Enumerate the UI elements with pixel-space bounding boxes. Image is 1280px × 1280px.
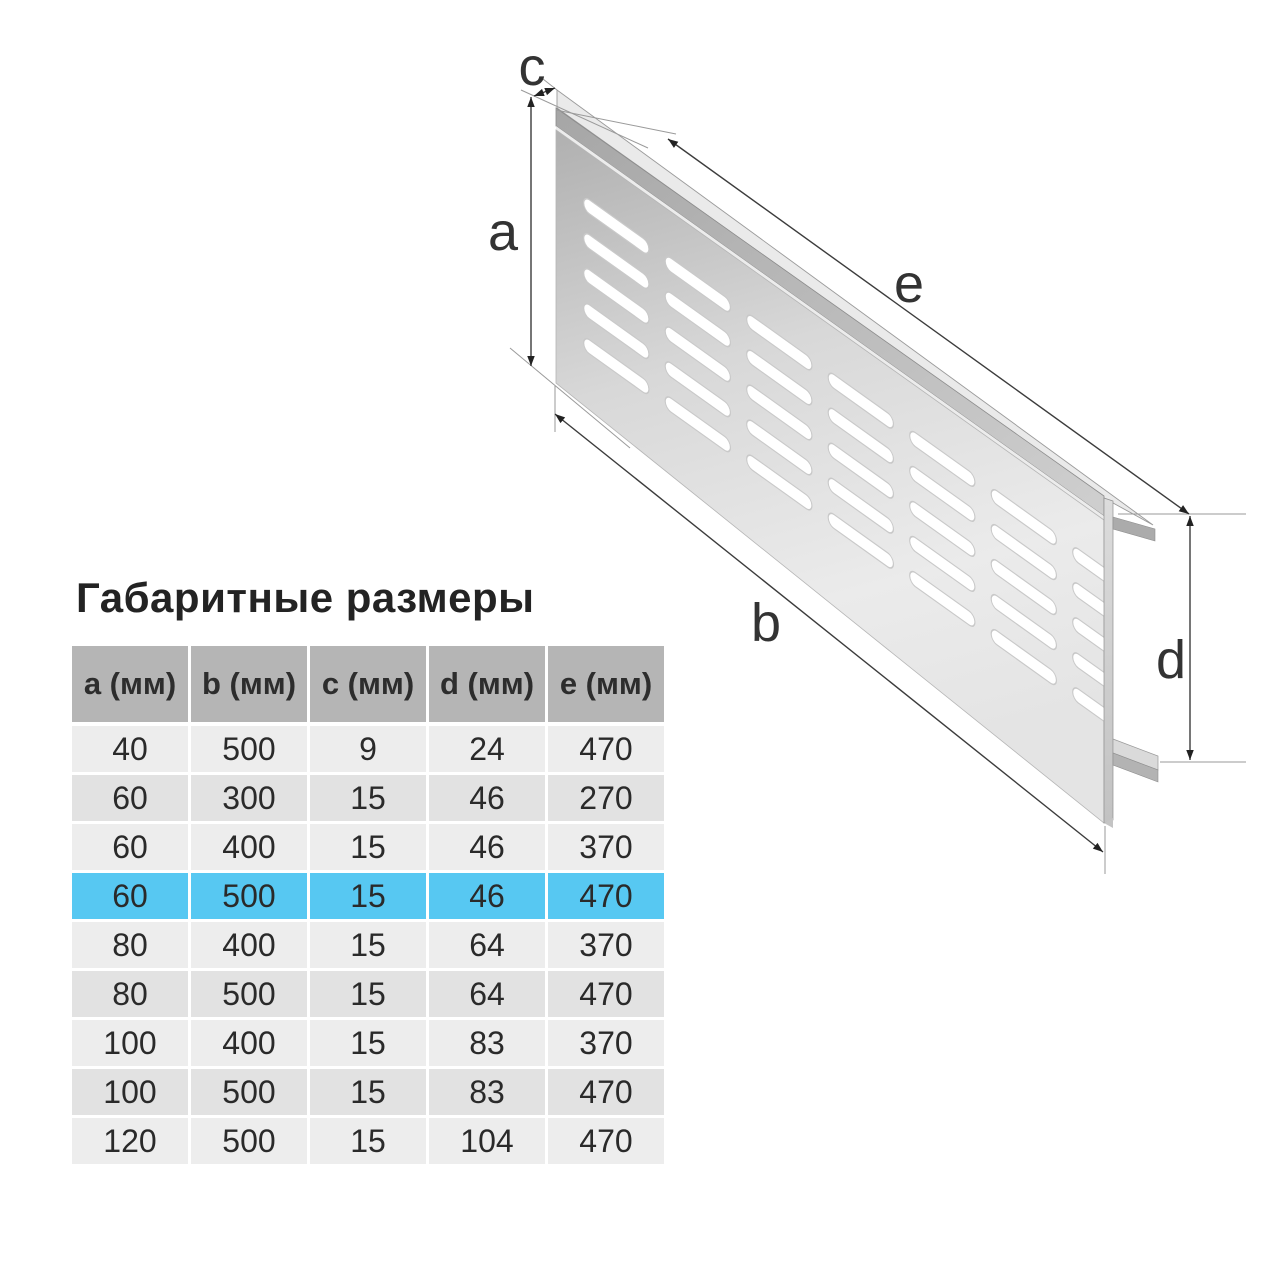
dim-label-a: a <box>487 202 519 262</box>
table-cell: 83 <box>429 1020 545 1066</box>
table-cell: 64 <box>429 971 545 1017</box>
dim-label-d: d <box>1155 630 1187 690</box>
table-cell: 370 <box>548 824 664 870</box>
table-cell: 15 <box>310 971 426 1017</box>
table-cell: 60 <box>72 873 188 919</box>
table-cell: 400 <box>191 1020 307 1066</box>
table-cell: 120 <box>72 1118 188 1164</box>
table-row <box>72 824 664 870</box>
table-row <box>72 922 664 968</box>
table-cell: 64 <box>429 922 545 968</box>
table-cell: b (мм) <box>191 646 307 722</box>
table-cell: 470 <box>548 873 664 919</box>
dim-label-e: e <box>893 254 925 314</box>
table-cell: d (мм) <box>429 646 545 722</box>
table-cell: 15 <box>310 824 426 870</box>
table-cell: 9 <box>310 726 426 772</box>
table-cell: 15 <box>310 1069 426 1115</box>
table-row <box>72 1118 664 1164</box>
table-cell: 100 <box>72 1020 188 1066</box>
table-cell: 40 <box>72 726 188 772</box>
top-flange-edge <box>1113 517 1155 541</box>
table-cell: 80 <box>72 971 188 1017</box>
table-cell: 470 <box>548 1118 664 1164</box>
table-cell: e (мм) <box>548 646 664 722</box>
table-header-row <box>72 646 664 722</box>
table-cell: 470 <box>548 971 664 1017</box>
table-cell: 470 <box>548 1069 664 1115</box>
table-row-highlighted <box>72 873 664 919</box>
grille-right-edge <box>1104 498 1113 823</box>
table-cell: 24 <box>429 726 545 772</box>
table-cell: 370 <box>548 922 664 968</box>
table-cell: 46 <box>429 873 545 919</box>
table-cell: 15 <box>310 775 426 821</box>
table-cell: 470 <box>548 726 664 772</box>
table-cell: 15 <box>310 1118 426 1164</box>
table-cell: 500 <box>191 726 307 772</box>
table-cell: 500 <box>191 873 307 919</box>
table-cell: 400 <box>191 922 307 968</box>
table-cell: 270 <box>548 775 664 821</box>
table-cell: 104 <box>429 1118 545 1164</box>
table-cell: 500 <box>191 1118 307 1164</box>
table-cell: 15 <box>310 873 426 919</box>
dimensions-table <box>72 646 664 1167</box>
table-row <box>72 775 664 821</box>
dim-label-b: b <box>750 593 782 653</box>
table-cell: 46 <box>429 824 545 870</box>
table-title: Габаритные размеры <box>76 574 535 621</box>
table-cell: 15 <box>310 922 426 968</box>
table-cell: 83 <box>429 1069 545 1115</box>
dim-label-c: c <box>518 37 546 97</box>
table-cell: 60 <box>72 775 188 821</box>
table-row <box>72 971 664 1017</box>
table-cell: 15 <box>310 1020 426 1066</box>
table-cell: 300 <box>191 775 307 821</box>
table-cell: 500 <box>191 1069 307 1115</box>
table-cell: 100 <box>72 1069 188 1115</box>
table-cell: 500 <box>191 971 307 1017</box>
table-cell: a (мм) <box>72 646 188 722</box>
table-cell: 400 <box>191 824 307 870</box>
table-row <box>72 1069 664 1115</box>
table-cell: 80 <box>72 922 188 968</box>
table-cell: 46 <box>429 775 545 821</box>
table-row <box>72 726 664 772</box>
table-row <box>72 1020 664 1066</box>
table-cell: c (мм) <box>310 646 426 722</box>
table-cell: 60 <box>72 824 188 870</box>
table-cell: 370 <box>548 1020 664 1066</box>
